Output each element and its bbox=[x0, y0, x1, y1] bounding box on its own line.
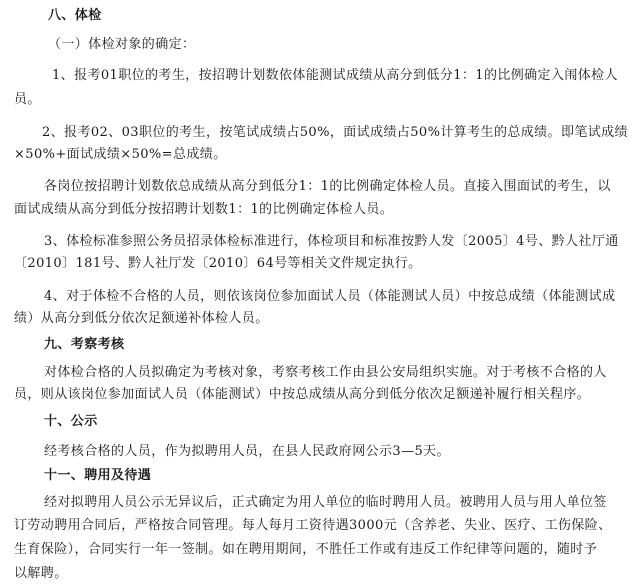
paragraph-line: 经考核合格的人员，作为拟聘用人员，在县人民政府网公示3—5天。 bbox=[44, 444, 450, 459]
paragraph-line: 3、体检标准参照公务员招录体检标准进行，体检项目和标准按黔人发〔2005〕4号、黔人社厅通 bbox=[44, 234, 619, 249]
section-heading-physical-exam: 八、体检 bbox=[48, 8, 102, 23]
paragraph-line: 各岗位按招聘计划数依总成绩从高分到低分1：1的比例确定体检人员。直接入围面试的考生，以 bbox=[44, 179, 611, 194]
paragraph-line: 〔2010〕181号、黔人社厅发〔2010〕64号等相关文件规定执行。 bbox=[14, 256, 422, 271]
paragraph-line: 以解聘。 bbox=[14, 566, 68, 581]
paragraph-line: 员。 bbox=[14, 92, 41, 107]
subsection-heading-exam-targets: （一）体检对象的确定： bbox=[48, 37, 196, 52]
paragraph-line: 绩）从高分到低分依次足额递补体检人员。 bbox=[14, 311, 269, 326]
paragraph-line: 面试成绩从高分到低分按招聘计划数1：1的比例确定体检人员。 bbox=[14, 202, 394, 217]
paragraph-line: 生育保险），合同实行一年一签制。如在聘用期间，不胜任工作或有违反工作纪律等问题的，随时予 bbox=[14, 542, 598, 557]
paragraph-line: 经对拟聘用人员公示无异议后，正式确定为用人单位的临时聘用人员。被聘用人员与用人单位签 bbox=[44, 495, 607, 510]
paragraph-line: 1、报考01职位的考生，按招聘计划数依体能测试成绩从高分到低分1：1的比例确定入闱体检人 bbox=[52, 68, 618, 83]
paragraph-line: 员，则从该岗位参加面试人员（体能测试）中按总成绩从高分到低分依次足额递补履行相关程序。 bbox=[14, 387, 591, 402]
section-heading-employment-benefits: 十一、聘用及待遇 bbox=[44, 468, 152, 483]
section-heading-public-notice: 十、公示 bbox=[44, 414, 98, 429]
section-heading-review: 九、考察考核 bbox=[44, 337, 125, 352]
paragraph-line: ×50%+面试成绩×50%=总成绩。 bbox=[14, 147, 227, 162]
paragraph-line: 4、对于体检不合格的人员，则依该岗位参加面试人员（体能测试人员）中按总成绩（体能测试成 bbox=[44, 289, 616, 304]
paragraph-line: 订劳动聘用合同后，严格按合同管理。每人每月工资待遇3000元（含养老、失业、医疗、工伤保险、 bbox=[14, 518, 612, 533]
paragraph-line: 2、报考02、03职位的考生，按笔试成绩占50%，面试成绩占50%计算考生的总成绩。即笔试成绩 bbox=[42, 125, 628, 140]
paragraph-line: 对体检合格的人员拟确定为考核对象，考察考核工作由县公安局组织实施。对于考核不合格的人 bbox=[44, 365, 607, 380]
